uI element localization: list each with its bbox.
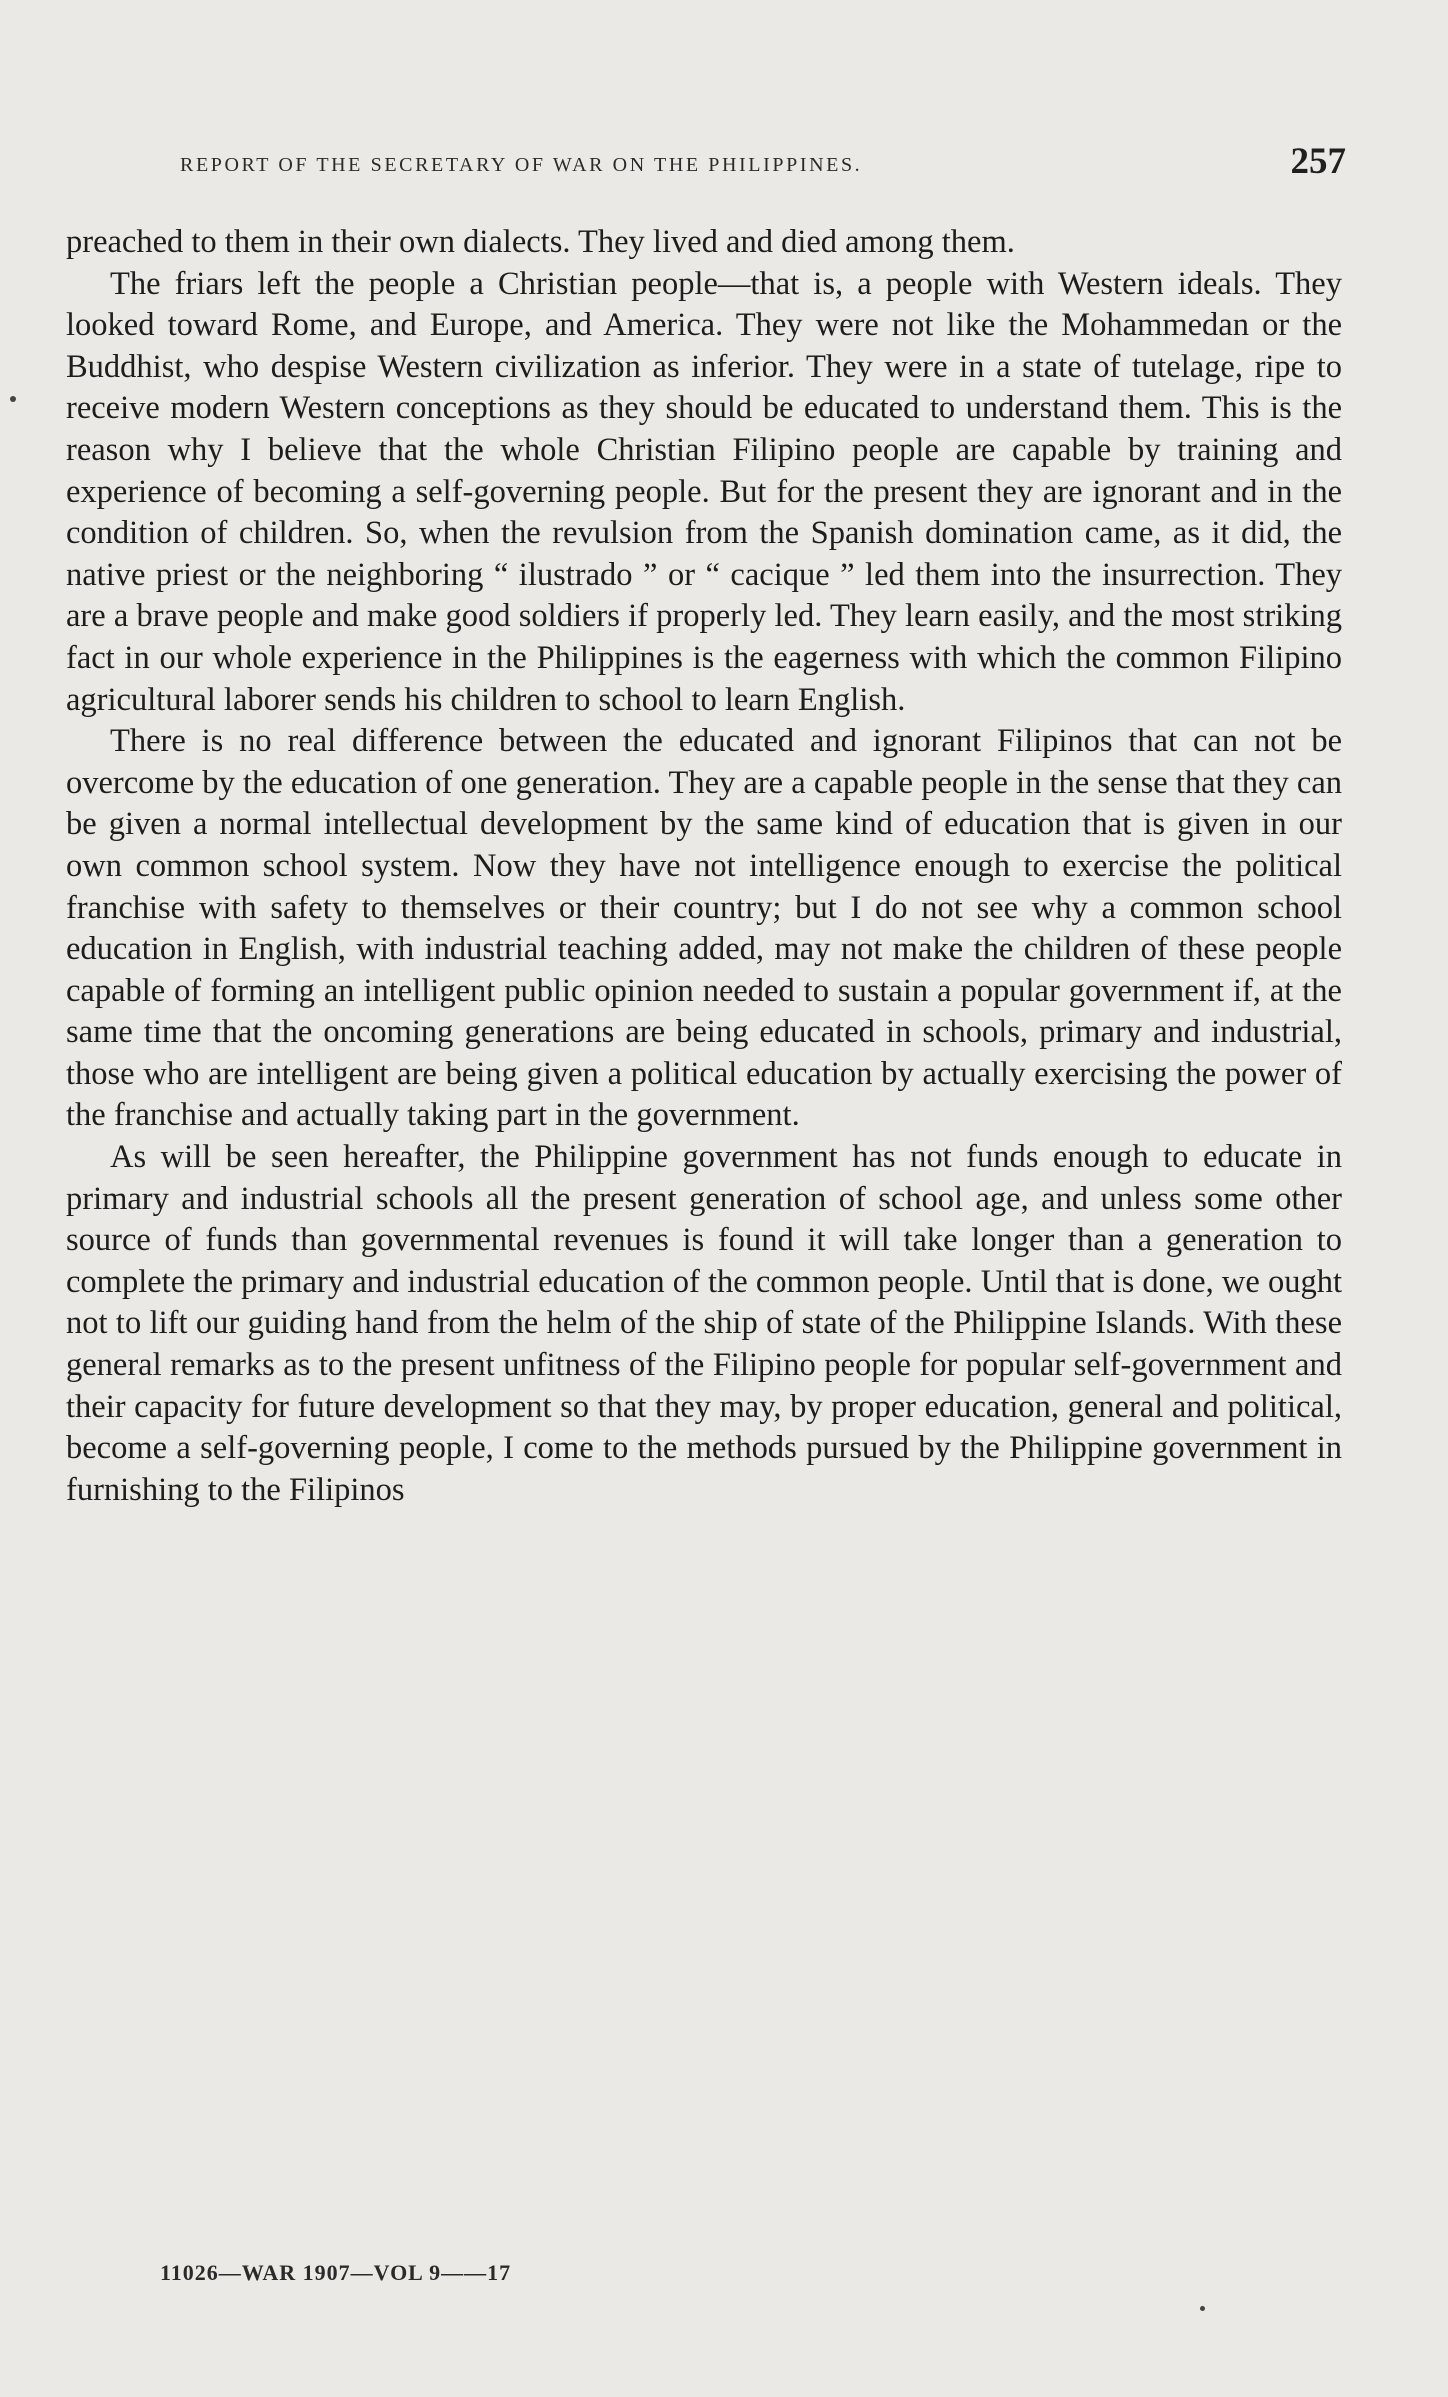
signature-line: 11026—WAR 1907—VOL 9——17 bbox=[160, 2260, 512, 2285]
paragraph-funds: As will be seen hereafter, the Philippine government has not funds enough to educate in primary and industrial schools all the present generation of school age, and unless some other source of funds than governmental revenues is found it will take longer than a generation to complete the primary and industrial education of the common people. Until that is done, we ought not to lift our guiding hand from the helm of the ship of state of the Philippine Islands. With these general remarks as to the present unfitness of the Filipino people for popular self-government and their capacity for future development so that they may, by proper education, general and political, become a self-governing people, I come to the methods pursued by the Philippine government in furnishing to the Filipinos bbox=[66, 1139, 1342, 1508]
running-title: REPORT OF THE SECRETARY OF WAR ON THE PHILIPPINES. bbox=[180, 154, 863, 176]
dust-speck bbox=[1200, 2306, 1205, 2311]
margin-mark bbox=[10, 396, 16, 402]
paragraph-education: There is no real difference between the educated and ignorant Filipinos that can not be overcome by the education of one generation. They are a capable people in the sense that they can be given a normal intellectual development by the same kind of education that is given in our own common school system. Now they have not intelligence enough to exercise the political franchise with safety to themselves or their country; but I do not see why a common school education in English, with industrial teaching added, may not make the children of these people capable of forming an intelligent public opinion needed to sustain a popular government if, at the same time that the oncoming generations are being educated in schools, primary and industrial, those who are intelligent are being given a political education by actually exercising the power of the franchise and actually taking part in the government. bbox=[66, 723, 1342, 1134]
running-head bbox=[180, 140, 1346, 190]
paragraph-continuation: preached to them in their own dialects. They lived and died among them. bbox=[66, 224, 1015, 260]
body-text bbox=[66, 222, 1342, 1511]
paragraph-friars: The friars left the people a Christian people—that is, a people with Western ideals. They looked toward Rome, and Europe, and America. They were not like the Mohammedan or the Buddhist, who despise Western civilization as inferior. They were in a state of tutelage, ripe to receive modern Western conceptions as they should be educated to understand them. This is the reason why I believe that the whole Christian Filipino people are capable by training and experience of becoming a self-governing people. But for the present they are ignorant and in the condition of children. So, when the revulsion from the Spanish domination came, as it did, the native priest or the neighboring “ ilustrado ” or “ cacique ” led them into the insurrection. They are a brave people and make good soldiers if properly led. They learn easily, and the most striking fact in our whole experience in the Philippines is the eagerness with which the common Filipino agricultural laborer sends his children to school to learn English. bbox=[66, 265, 1342, 718]
page-number: 257 bbox=[1290, 141, 1346, 182]
